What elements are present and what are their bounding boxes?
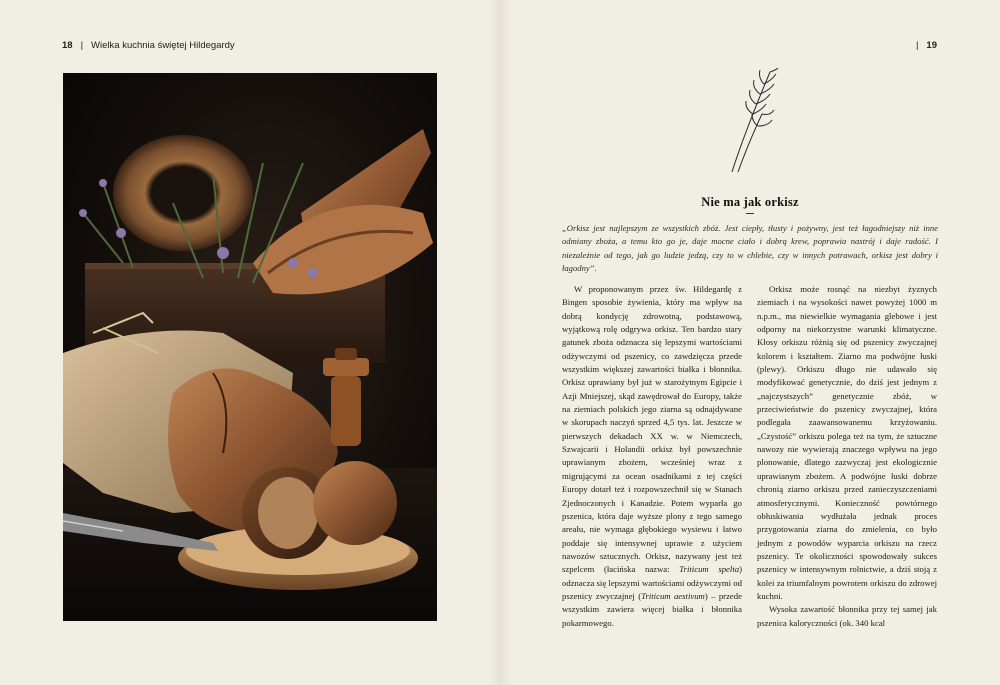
title-divider [746, 213, 754, 214]
latin-name: Triticum aestivum [641, 590, 705, 601]
section-title: Nie ma jak orkisz [701, 195, 799, 209]
wheat-ear-icon [718, 64, 782, 174]
text-column-2 [757, 283, 937, 630]
header-separator: | [915, 40, 919, 51]
header-separator: | [80, 40, 84, 51]
right-page-number: 19 [926, 40, 937, 51]
paragraph: Wysoka zawartość błonnika przy tej samej jak pszenica kaloryczności (ok. 340 kcal [757, 604, 937, 628]
running-title: Wielka kuchnia świętej Hildegardy [91, 40, 235, 51]
paragraph-text: W proponowanym przez św. Hildegardę z Bingen sposobie żywienia, który ma wpływ na dobrą kondycję zdrowotną, podstawową, wyjątkową rolę odgrywa orkisz. Ten bardzo stary gatunek zboża odznacza się lepszymi wartościami odżywczymi od pszenicy, co zawdzięcza przede wszystkim większej zawartości białka i błonnika. Orkisz uprawiany był już w starożytnym Egipcie i Azji Mniejszej, skąd zawędrował do Europy, także na ziemiach polskich jego ziarna są odnajdywane w skorupach naczyń sprzed 4,5 tys. lat. Jeszcze w pierwszych dekadach XX w. w Niemczech, Szwajcarii i Holandii orkisz był powszechnie uprawianym zbożem, wcześniej wraz z migrującymi za ocean osadnikami z tej części Europy dotarł też i rozpowszechnił się w Stanach Zjednoczonych i Kanadzie. Potem wyparła go pszenica, która daje wyższe plony z tego samego areału, nie wymaga głębokiego wysiewu i łatwo poddaje się intensywnej uprawie z użyciem nawozów sztucznych. Orkisz, nazywany jest też szpelcem (łacińska nazwa: [562, 284, 742, 575]
paragraph-text: ) odznacza się lepszymi wartościami odżywczymi od pszenicy zwyczajnej ( [562, 564, 742, 601]
bread-photo [63, 73, 437, 621]
paragraph [562, 283, 742, 630]
right-running-header [916, 40, 937, 51]
text-column-1 [562, 283, 742, 630]
left-running-header [62, 40, 235, 51]
right-page [500, 0, 1000, 685]
paragraph: Orkisz może rosnąć na niezbyt żyznych ziemiach i na wysokości nawet powyżej 1000 m n.p.m., ma niewielkie wymagania glebowe i jest odporny na niekorzystne warunki klimatyczne. Kłosy orkiszu różnią się od pszenicy zwyczajnej kolorem i kształtem. Ziarno ma podwójne łuski (plewy). Orkiszu długo nie udawało się modyfikować genetycznie, do dziś jest jednym z „najczystszych” genetycznie zbóż, w przeciwieństwie do pszenicy zwyczajnej, która podlegała zaawansowanemu krzyżowaniu. „Czystość” orkiszu polega też na tym, że sztuczne nawozy nie wywierają znaczego wpływu na jego plonowanie, dlatego zazwyczaj jest ekologicznie uprawianym zbożem. A podwójne łuski dobrze chronią ziarno orkiszu przed zanieczyszczeniami atmosferycznymi. Konieczność powtórnego obłuskiwania wydłużała jednak proces przygotowania ziarna do zmielenia, co było jednym z powodów wyparcia orkiszu na rzecz pszenicy. Te okoliczności spowodowały sukces pszenicy w intensywnym rolnictwie, a dziś stoją z kolei za triumfalnym powrotem orkiszu do zdrowej kuchni. [757, 284, 937, 601]
hildegard-quote: „Orkisz jest najlepszym ze wszystkich zbóż. Jest ciepły, tłusty i pożywny, jest też łagodniejszy niż inne odmiany zboża, a temu kto go je, daje mocne ciało i dobrą krew, poprawia nastrój i daje radość. I niezależnie od tego, jak go ludzie jedzą, czy to w chlebie, czy w innych potrawach, orkisz jest dobry i łagodny”. [562, 223, 938, 274]
latin-name: Triticum spelta [679, 564, 740, 575]
paragraph-text: ) – przede wszystkim zawiera więcej białka i błonnika pokarmowego. [562, 590, 742, 628]
left-page-number: 18 [62, 40, 73, 51]
